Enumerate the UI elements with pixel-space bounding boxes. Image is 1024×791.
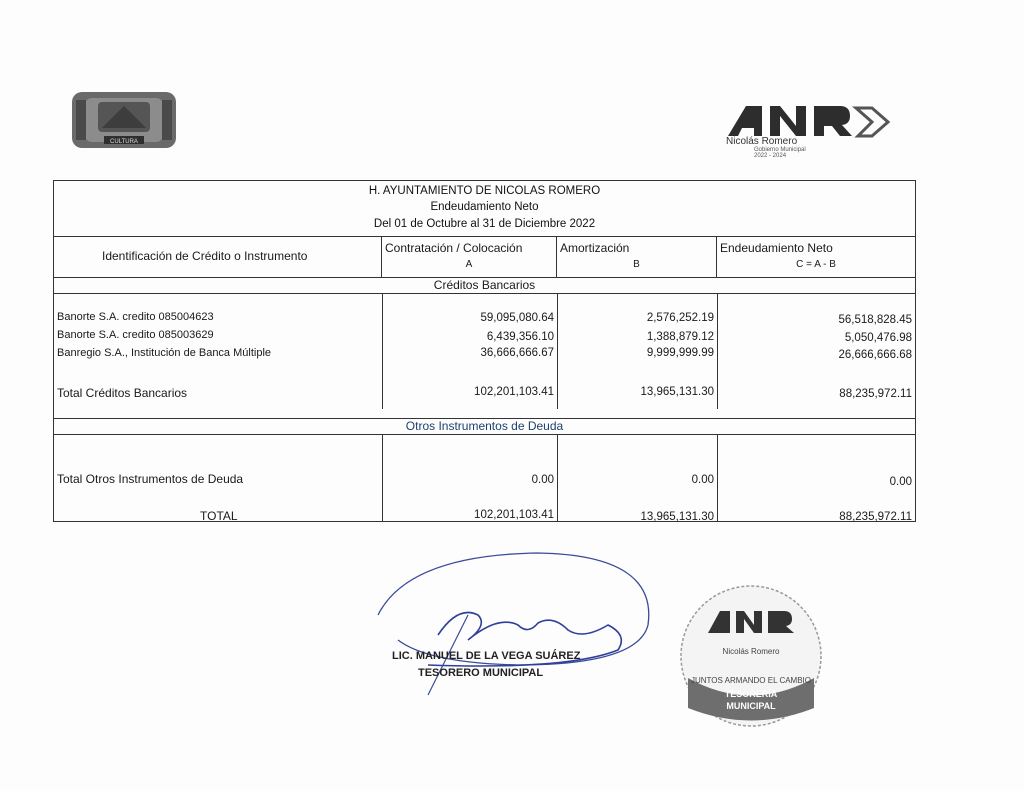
col-amortizacion: Amortización B [557,237,717,277]
report-title: Endeudamiento Neto [430,201,539,213]
total-creditos-c: 88,235,972.11 [839,388,912,400]
stamp-slogan: JUNTOS ARMANDO EL CAMBIO [690,676,812,685]
total-creditos-b: 13,965,131.30 [640,386,714,398]
credit-row-1-c: 56,518,828.45 [838,314,912,326]
total-creditos-a: 102,201,103.41 [474,386,554,398]
col-identificacion: Identificación de Crédito o Instrumento [54,237,382,277]
credit-row-2-a: 6,439,356.10 [486,331,554,343]
signatory-title: TESORERO MUNICIPAL [418,667,544,679]
credit-row-2-name: Banorte S.A. credito 085003629 [57,329,214,341]
grand-total-label: TOTAL [200,509,238,523]
report-table [53,180,916,522]
anr-letters-icon [722,100,902,140]
col-contratacion: Contratación / Colocación A [382,237,557,277]
stamp-brand: Nicolás Romero [722,647,780,656]
col-endeudamiento: Endeudamiento Neto C = A - B [720,241,836,270]
credit-row-3-b: 9,999,999.99 [646,347,714,359]
signatory-name: LIC. MANUEL DE LA VEGA SUÁREZ [392,650,581,662]
brand-name: Nicolás Romero [726,136,798,147]
total-otros-a: 0.00 [531,474,554,486]
total-otros-c: 0.00 [889,476,912,488]
total-creditos-label: Total Créditos Bancarios [57,386,188,400]
grand-total-c: 88,235,972.11 [839,511,912,523]
credit-row-3-c: 26,666,666.68 [838,349,912,361]
credit-row-3-name: Banregio S.A., Institución de Banca Múltiple [57,347,272,359]
report-header [54,181,915,237]
grand-total-b: 13,965,131.30 [640,511,714,523]
entity-name: H. AYUNTAMIENTO DE NICOLAS ROMERO [368,185,601,197]
stamp-office-1: TESORERÍA [724,689,778,699]
brand-subtitle: Gobierno Municipal [754,147,806,153]
credit-row-1-b: 2,576,252.19 [646,312,714,324]
treasurer-signature [368,545,668,705]
credit-row-2-c: 5,050,476.98 [844,332,912,344]
brand-period: 2022 - 2024 [754,153,787,159]
credit-row-3-a: 36,666,666.67 [480,347,554,359]
total-otros-label: Total Otros Instrumentos de Deuda [57,472,244,486]
section-otros-instrumentos: Otros Instrumentos de Deuda [54,418,915,435]
grand-total-a: 102,201,103.41 [474,509,554,521]
report-period: Del 01 de Octubre al 31 de Diciembre 2022 [373,218,596,230]
anr-brand-logo [722,100,902,168]
total-otros-b: 0.00 [691,474,714,486]
credit-row-1-a: 59,095,080.64 [480,312,554,324]
credit-row-2-b: 1,388,879.12 [646,331,714,343]
svg-text:CULTURA: CULTURA [110,139,138,145]
section-creditos-bancarios: Créditos Bancarios [54,277,915,294]
credit-row-1-name: Banorte S.A. credito 085004623 [57,311,214,323]
municipal-seal-logo [68,88,180,152]
stamp-office-2: MUNICIPAL [726,701,776,711]
